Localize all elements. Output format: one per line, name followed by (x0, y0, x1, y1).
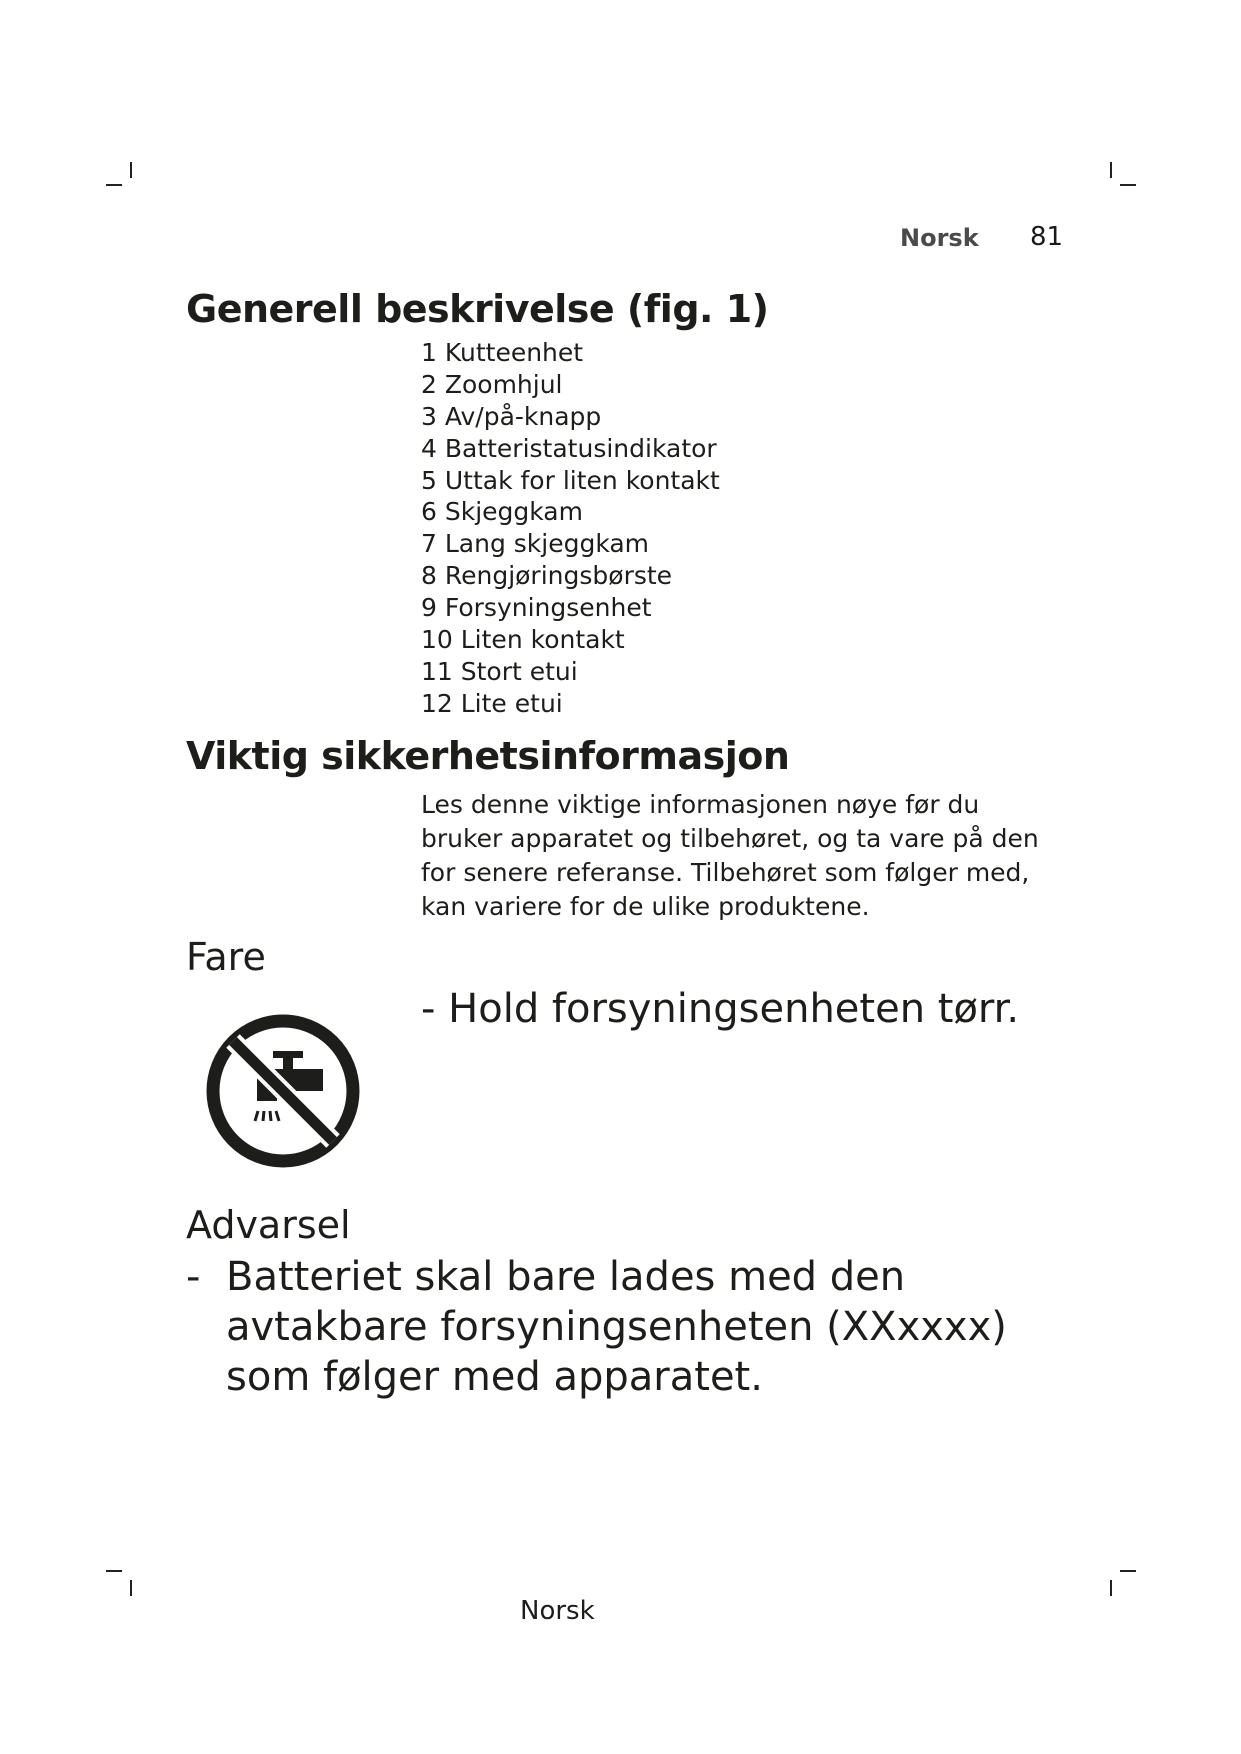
page-number: 81 (1030, 222, 1064, 252)
list-item: 10 Liten kontakt (421, 625, 625, 655)
no-water-tap-icon (205, 1013, 361, 1169)
crop-mark (106, 1570, 122, 1572)
list-item: 9 Forsyningsenhet (421, 593, 652, 623)
list-item: 5 Uttak for liten kontakt (421, 465, 720, 495)
parts-list (421, 337, 720, 720)
list-item: 12 Lite etui (421, 688, 563, 718)
crop-mark (1120, 1570, 1136, 1572)
list-item: 1 Kutteenhet (421, 338, 584, 367)
crop-mark (1120, 184, 1136, 186)
safety-heading: Viktig sikkerhetsinformasjon (186, 734, 790, 778)
list-item: 6 Skjeggkam (421, 497, 583, 527)
list-item: 7 Lang skjeggkam (421, 529, 650, 559)
crop-mark (1110, 1580, 1112, 1596)
footer-language: Norsk (520, 1596, 595, 1626)
warning-text: Batteriet skal bare lades med den avtakbare forsyningsenheten (XXxxxx) som følger med apparatet. (226, 1254, 1007, 1400)
crop-mark (130, 162, 132, 178)
list-item: 8 Rengjøringsbørste (421, 561, 673, 591)
crop-mark (106, 184, 122, 186)
list-item: 2 Zoomhjul (421, 369, 563, 399)
warning-dash: - (186, 1254, 201, 1300)
safety-intro: Les denne viktige informasjonen nøye før du bruker apparatet og tilbehøret, og ta vare på den for senere referanse. Tilbehøret som følger med, kan variere for de ulike produktene. (421, 790, 1039, 921)
warning-item (186, 1252, 1086, 1402)
danger-item: - Hold forsyningsenheten tørr. (421, 986, 1020, 1032)
list-item: 4 Batteristatusindikator (421, 433, 717, 463)
header-language: Norsk (900, 224, 979, 252)
warning-heading: Advarsel (186, 1203, 351, 1247)
crop-mark (130, 1580, 132, 1596)
list-item: 11 Stort etui (421, 656, 578, 686)
danger-heading: Fare (186, 935, 266, 979)
list-item: 3 Av/på-knapp (421, 401, 602, 431)
general-description-heading: Generell beskrivelse (fig. 1) (186, 287, 769, 331)
crop-mark (1110, 162, 1112, 178)
